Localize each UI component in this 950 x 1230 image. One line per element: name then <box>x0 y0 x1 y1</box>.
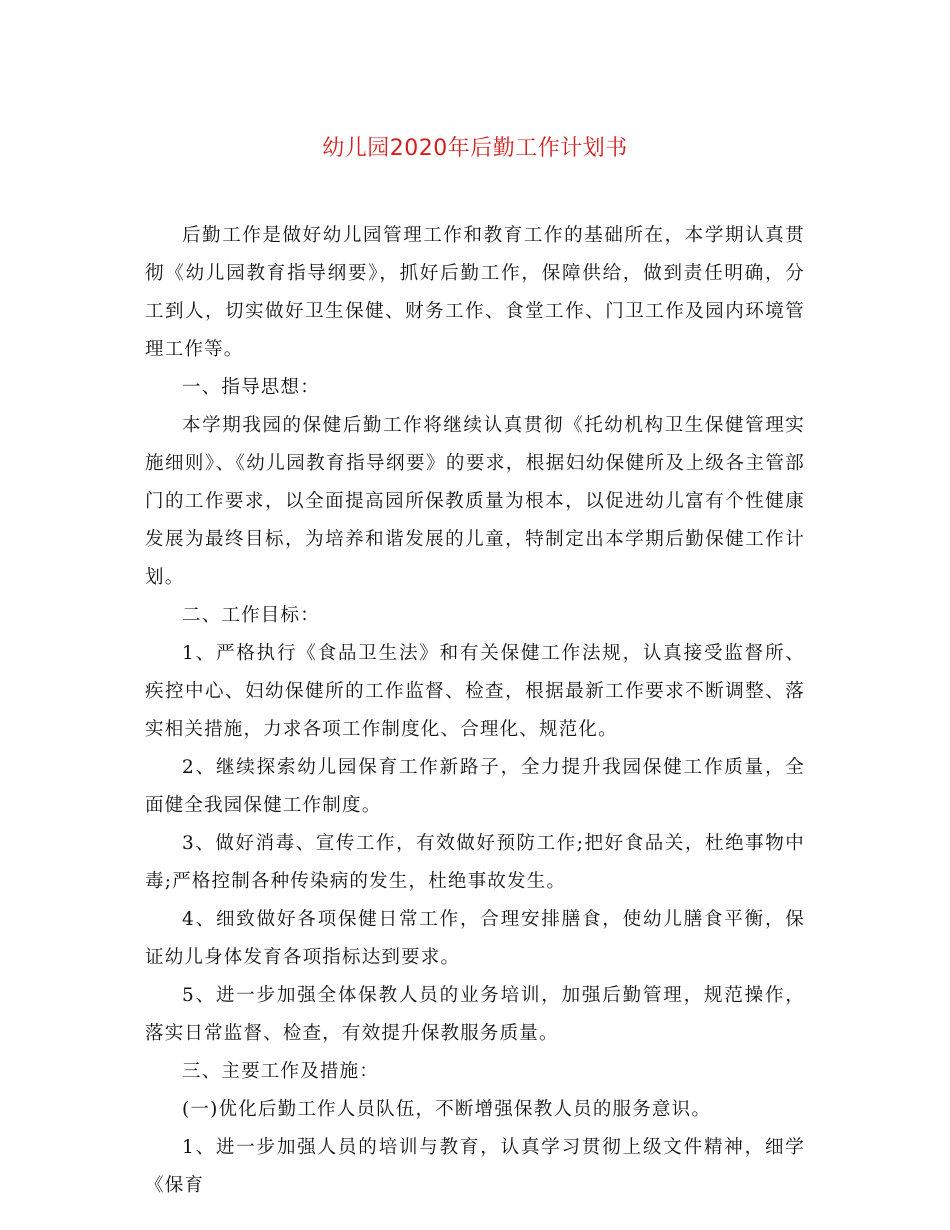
paragraph-goal-3: 3、做好消毒、宣传工作，有效做好预防工作;把好食品关，杜绝事物中毒;严格控制各种传染病的发生，杜绝事故发生。 <box>145 833 805 892</box>
paragraph-staff-training: 1、进一步加强人员的培训与教育，认真学习贯彻上级文件精神，细学《保育 <box>145 1137 805 1196</box>
section-heading-guiding-ideology: 一、指导思想： <box>182 377 320 398</box>
paragraph-goal-2: 2、继续探索幼儿园保育工作新路子，全力提升我园保健工作质量，全面健全我园保健工作制度。 <box>145 757 805 816</box>
subsection-heading-staff: (一)优化后勤工作人员队伍，不断增强保教人员的服务意识。 <box>182 1099 712 1120</box>
section-heading-main-work: 三、主要工作及措施： <box>182 1061 380 1082</box>
paragraph-guiding-ideology: 本学期我园的保健后勤工作将继续认真贯彻《托幼机构卫生保健管理实施细则》、《幼儿园教育指导纲要》的要求，根据妇幼保健所及上级各主管部门的工作要求，以全面提高园所保教质量为根本，以促进幼儿富有个性健康发展为最终目标，为培养和谐发展的儿童，特制定出本学期后勤保健工作计划。 <box>145 415 805 588</box>
section-heading-work-goals: 二、工作目标： <box>182 605 320 626</box>
paragraph-goal-1: 1、严格执行《食品卫生法》和有关保健工作法规，认真接受监督所、疾控中心、妇幼保健所的工作监督、检查，根据最新工作要求不断调整、落实相关措施，力求各项工作制度化、合理化、规范化。 <box>145 643 805 740</box>
document-body <box>145 217 805 1205</box>
paragraph-intro: 后勤工作是做好幼儿园管理工作和教育工作的基础所在，本学期认真贯彻《幼儿园教育指导纲要》，抓好后勤工作，保障供给，做到责任明确，分工到人，切实做好卫生保健、财务工作、食堂工作、门卫工作及园内环境管理工作等。 <box>145 225 805 360</box>
document-title: 幼儿园2020年后勤工作计划书 <box>322 136 628 161</box>
paragraph-goal-4: 4、细致做好各项保健日常工作，合理安排膳食，使幼儿膳食平衡，保证幼儿身体发育各项指标达到要求。 <box>145 909 805 968</box>
paragraph-goal-5: 5、进一步加强全体保教人员的业务培训，加强后勤管理，规范操作，落实日常监督、检查，有效提升保教服务质量。 <box>145 985 805 1044</box>
